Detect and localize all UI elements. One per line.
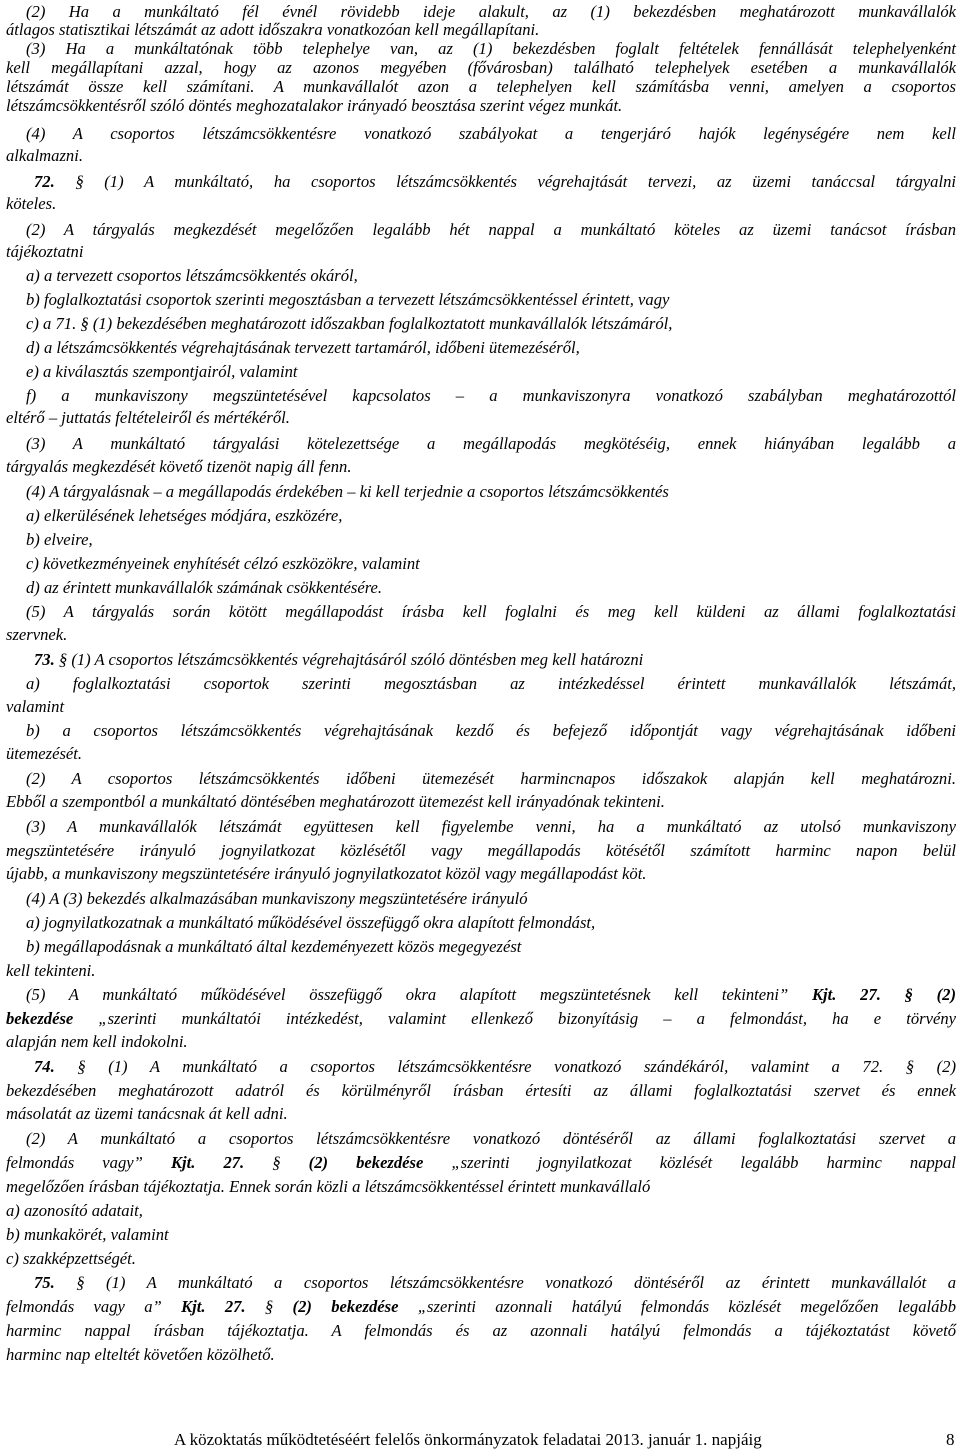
text-line: (3) Ha a munkáltatónak több telephelye van, az (1) bekezdésben foglalt feltételek fennállását telephelyenként <box>26 39 956 58</box>
page-number: 8 <box>946 1430 955 1449</box>
text-line: bekezdése „szerinti munkáltatói intézkedést, valamint ellenkező bizonyításig – a felmondást, ha e törvény <box>6 1009 956 1028</box>
text-line: alapján nem kell indokolni. <box>6 1032 188 1051</box>
text-line: e) a kiválasztás szempontjairól, valamint <box>26 362 298 381</box>
text-line: (2) Ha a munkáltató fél évnél rövidebb ideje alakult, az (1) bekezdésben meghatározott munkavállalók <box>26 2 956 21</box>
text-line: bekezdésében meghatározott adatról és körülményről írásban értesíti az állami foglalkoztatási szervet és ennek <box>6 1081 956 1100</box>
text-line: a) foglalkoztatási csoportok szerinti megosztásban az intézkedéssel érintett munkavállalók létszámát, <box>26 674 956 693</box>
text-line: 74. § (1) A munkáltató a csoportos létszámcsökkentésre vonatkozó szándékáról, valamint a 72. § (2) <box>34 1057 956 1076</box>
text-line: c) a 71. § (1) bekezdésében meghatározott időszakban foglalkoztatott munkavállalók létszámáról, <box>26 314 673 333</box>
text-line: (2) A tárgyalás megkezdését megelőzően legalább hét nappal a munkáltató köteles az üzemi tanácsot írásban <box>26 220 956 239</box>
text-line: felmondás vagy a” Kjt. 27. § (2) bekezdése „szerinti azonnali hatályú felmondás közlését megelőzően legalább <box>6 1297 957 1316</box>
text-line: 72. § (1) A munkáltató, ha csoportos létszámcsökkentés végrehajtását tervezi, az üzemi tanáccsal tárgyalni <box>34 172 956 191</box>
text-line: Ebből a szempontból a munkáltató döntésében meghatározott ütemezést kell irányadónak tekinteni. <box>6 792 665 811</box>
text-line: b) a csoportos létszámcsökkentés végrehajtásának kezdő és befejező időpontját vagy végrehajtásának időbeni <box>26 721 956 740</box>
text-line: harminc nappal írásban tájékoztatja. A felmondás és az azonnali hatályú felmondás a tájékoztatást követő <box>6 1321 956 1340</box>
text-line: létszámát össze kell számítani. A munkavállalót azon a telephelyen kell számításba venni, amelyen a csoportos <box>6 77 956 96</box>
text-line: kell tekinteni. <box>6 961 96 980</box>
text-line: megelőzően írásban tájékoztatja. Ennek során közli a létszámcsökkentéssel érintett munkavállaló <box>6 1177 651 1196</box>
text-line: (4) A tárgyalásnak – a megállapodás érdekében – ki kell terjednie a csoportos létszámcsökkentés <box>26 482 669 501</box>
text-line: a) a tervezett csoportos létszámcsökkentés okáról, <box>26 266 358 285</box>
text-line: b) munkakörét, valamint <box>6 1225 169 1244</box>
text-line: c) következményeinek enyhítését célzó eszközökre, valamint <box>26 554 420 573</box>
text-line: harminc nap elteltét követően közölhető. <box>6 1345 275 1364</box>
text-line: megszüntetésére irányuló jognyilatkozat közlésétől vagy megállapodás kötésétől számított harminc napon belül <box>6 841 956 860</box>
text-line: eltérő – juttatás feltételeiről és mértékéről. <box>6 408 290 427</box>
text-line: a) jognyilatkozatnak a munkáltató működésével összefüggő okra alapított felmondást, <box>26 913 596 932</box>
text-line: 75. § (1) A munkáltató a csoportos létszámcsökkentésre vonatkozó döntéséről az érintett munkavállalót a <box>34 1273 956 1292</box>
text-line: ütemezését. <box>6 744 83 763</box>
text-line: b) foglalkoztatási csoportok szerinti megosztásban a tervezett létszámcsökkentéssel érintett, vagy <box>26 290 670 309</box>
text-line: f) a munkaviszony megszüntetésével kapcsolatos – a munkaviszonyra vonatkozó szabályban meghatározottól <box>26 386 956 405</box>
text-line: (5) A munkáltató működésével összefüggő okra alapított megszüntetésnek kell tekinteni” Kjt. 27. § (2) <box>26 985 956 1004</box>
text-line: létszámcsökkentésről szóló döntés meghozatalakor irányadó beosztása szerint végez munkát. <box>6 96 623 115</box>
footer-title: A közoktatás működtetéséért felelős önkormányzatok feladatai 2013. január 1. napjáig <box>174 1430 762 1449</box>
text-line: (2) A munkáltató a csoportos létszámcsökkentésre vonatkozó döntéséről az állami foglalkoztatási szervet a <box>26 1129 956 1148</box>
text-line: c) szakképzettségét. <box>6 1249 136 1268</box>
text-line: (4) A (3) bekezdés alkalmazásában munkaviszony megszüntetésére irányuló <box>26 889 528 908</box>
text-line: a) elkerülésének lehetséges módjára, eszközére, <box>26 506 343 525</box>
text-line: felmondás vagy” Kjt. 27. § (2) bekezdése „szerinti jognyilatkozat közlését legalább harminc nappal <box>6 1153 956 1172</box>
text-line: tárgyalás megkezdését követő tizenöt napig áll fenn. <box>6 457 352 476</box>
text-line: köteles. <box>6 194 57 213</box>
text-line: tájékoztatni <box>6 242 84 261</box>
text-line: (2) A csoportos létszámcsökkentés időbeni ütemezését harmincnapos időszakok alapján kell meghatározni. <box>26 769 956 788</box>
text-line: másolatát az üzemi tanácsnak át kell adni. <box>6 1104 288 1123</box>
text-line: újabb, a munkaviszony megszüntetésére irányuló jognyilatkozatot közöl vagy megállapodást köt. <box>6 864 647 883</box>
text-line: d) az érintett munkavállalók számának csökkentésére. <box>26 578 383 597</box>
text-line: 73. § (1) A csoportos létszámcsökkentés végrehajtásáról szóló döntésben meg kell határozni <box>34 650 644 669</box>
text-line: (3) A munkáltató tárgyalási kötelezettsége a megállapodás megkötéséig, ennek hiányában legalább a <box>26 434 956 453</box>
text-line: (5) A tárgyalás során kötött megállapodást írásba kell foglalni és meg kell küldeni az állami foglalkoztatási <box>26 602 956 621</box>
text-line: b) elveire, <box>26 530 93 549</box>
text-line: b) megállapodásnak a munkáltató által kezdeményezett közös megegyezést <box>26 937 522 956</box>
text-line: szervnek. <box>6 625 68 644</box>
text-line: valamint <box>6 697 65 716</box>
text-line: kell megállapítani azzal, hogy az azonos megyében (fővárosban) található telephelyek esetében a munkavállalók <box>6 58 956 77</box>
text-line: átlagos statisztikai létszámát az adott időszakra vonatkozóan kell megállapítani. <box>6 20 540 39</box>
text-line: a) azonosító adatait, <box>6 1201 143 1220</box>
text-line: (4) A csoportos létszámcsökkentésre vonatkozó szabályokat a tengerjáró hajók legénységére nem kell <box>26 124 956 143</box>
text-line: (3) A munkavállalók létszámát együttesen kell figyelembe venni, ha a munkáltató az utolsó munkaviszony <box>26 817 956 836</box>
text-line: alkalmazni. <box>6 146 83 165</box>
text-line: d) a létszámcsökkentés végrehajtásának tervezett tartamáról, időbeni ütemezéséről, <box>26 338 580 357</box>
